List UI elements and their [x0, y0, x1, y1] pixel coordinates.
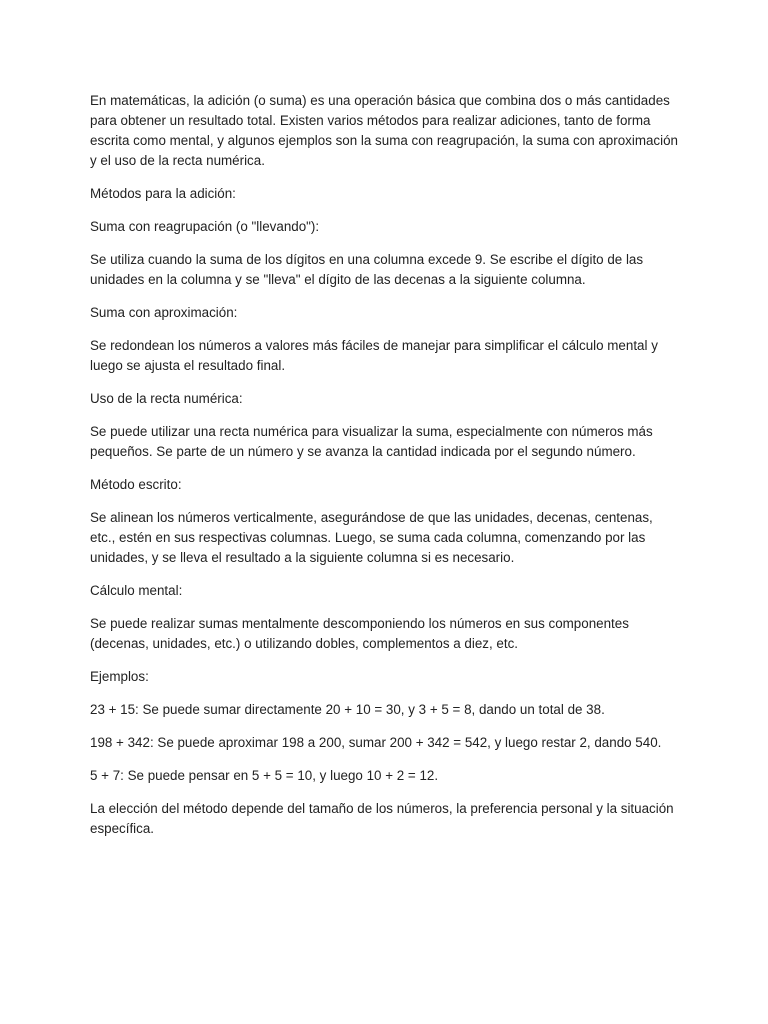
example-item: 23 + 15: Se puede sumar directamente 20 + 10 = 30, y 3 + 5 = 8, dando un total de 38. [90, 702, 605, 717]
method-description-regrouping: Se utiliza cuando la suma de los dígitos en una columna excede 9. Se escribe el dígito de las unidades en la columna y se "lleva" el dígito de las decenas a la siguiente columna. [90, 252, 644, 287]
method-description-mental: Se puede realizar sumas mentalmente descomponiendo los números en sus componentes (decenas, unidades, etc.) o utilizando dobles, complementos a diez, etc. [90, 616, 629, 651]
conclusion-paragraph: La elección del método depende del tamaño de los números, la preferencia personal y la situación específica. [90, 801, 674, 836]
example-item: 5 + 7: Se puede pensar en 5 + 5 = 10, y luego 10 + 2 = 12. [90, 768, 439, 783]
method-description-number-line: Se puede utilizar una recta numérica para visualizar la suma, especialmente con números más pequeños. Se parte de un número y se avanza la cantidad indicada por el segundo número. [90, 424, 653, 459]
method-heading-written: Método escrito: [90, 477, 182, 492]
method-description-written: Se alinean los números verticalmente, asegurándose de que las unidades, decenas, centenas, etc., estén en sus respectivas columnas. Luego, se suma cada columna, comenzando por las unidades, y se lleva el resultado a la siguiente columna si es necesario. [90, 510, 653, 565]
method-heading-approximation: Suma con aproximación: [90, 305, 238, 320]
example-item: 198 + 342: Se puede aproximar 198 a 200, sumar 200 + 342 = 542, y luego restar 2, dando 540. [90, 735, 662, 750]
section-heading-examples: Ejemplos: [90, 669, 149, 684]
document-body [90, 91, 680, 852]
method-heading-regrouping: Suma con reagrupación (o "llevando"): [90, 219, 320, 234]
method-description-approximation: Se redondean los números a valores más fáciles de manejar para simplificar el cálculo mental y luego se ajusta el resultado final. [90, 338, 658, 373]
method-heading-mental: Cálculo mental: [90, 583, 183, 598]
method-heading-number-line: Uso de la recta numérica: [90, 391, 243, 406]
intro-paragraph: En matemáticas, la adición (o suma) es una operación básica que combina dos o más cantidades para obtener un resultado total. Existen varios métodos para realizar adiciones, tanto de forma escrita como mental, y algunos ejemplos son la suma con reagrupación, la suma con aproximación y el uso de la recta numérica. [90, 93, 678, 168]
section-heading-methods: Métodos para la adición: [90, 186, 236, 201]
